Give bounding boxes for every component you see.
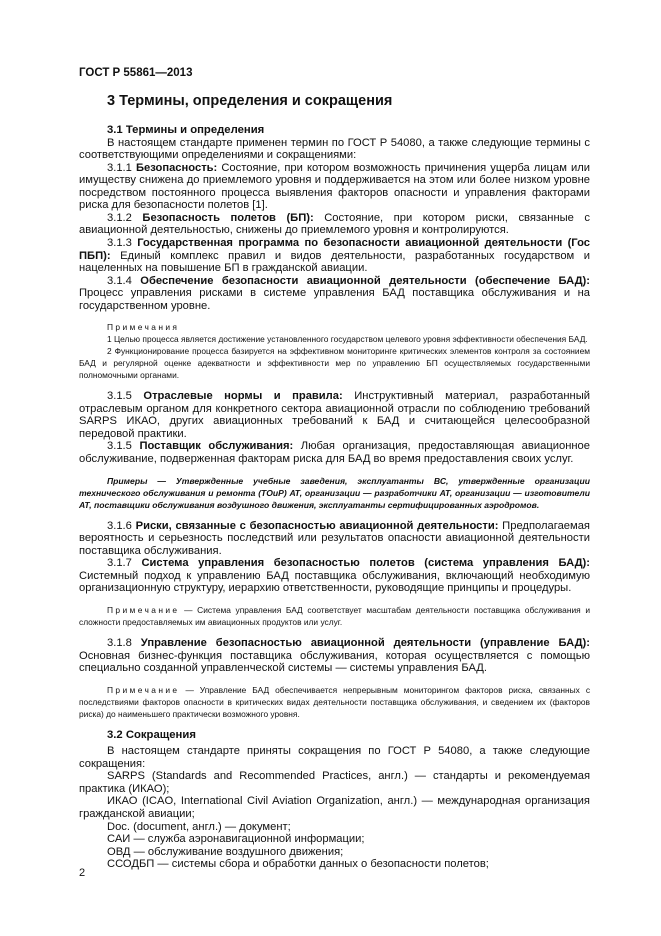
term-definition: Системный подход к управлению БАД поставщика обслуживания, включающий необходимую организационную структуру, иерархию ответственности, руководящие принципы и процедуры. — [79, 569, 590, 595]
examples-block — [79, 475, 590, 512]
note-paragraph — [79, 684, 590, 720]
term-number: 3.1.8 — [107, 637, 141, 650]
term-name: Система управления безопасностью полетов (система управления БАД): — [141, 557, 591, 570]
term-name: Поставщик обслуживания: — [139, 440, 294, 453]
term-3-1-8 — [79, 637, 590, 675]
term-name: Отраслевые нормы и правила: — [143, 390, 343, 403]
term-number: 3.1.4 — [107, 274, 141, 287]
subsection-heading-3-2: 3.2 Сокращения — [107, 728, 196, 741]
term-3-1-5 — [79, 390, 590, 440]
abbrev-item: ССОДБП — системы сбора и обработки данных о безопасности полетов; — [107, 858, 489, 871]
notes-label: Примечания — [107, 322, 180, 333]
term-name: Риски, связанные с безопасностью авиационной деятельности: — [135, 519, 499, 532]
term-name: Обеспечение безопасности авиационной деятельности (обеспечение БАД): — [140, 274, 590, 287]
abbrev-item: ИКАО (ICAO, International Civil Aviation Organization, англ.) — международная организация гражданской авиации; — [79, 795, 590, 820]
abbrev-item: Doc. (document, англ.) — документ; — [107, 820, 291, 833]
term-name: Государственная программа по безопасности авиационной деятельности (Гос ПБП): — [79, 236, 590, 262]
term-3-1-6 — [79, 520, 590, 558]
term-number: 3.1.1 — [107, 161, 136, 174]
note-text: — Управление БАД обеспечивается непрерывным мониторингом факторов риска, связанных с последствиями факторов опасности в критических видах деятельности поставщика обслуживания, и сведением их (факторов риска) до наименьшего практически возможного уровня. — [79, 684, 590, 719]
term-definition: Любая организация, предоставляющая авиационное обслуживание, подверженная факторам риска для БАД во время предоставления своих услуг. — [79, 440, 590, 465]
note-paragraph — [79, 604, 590, 628]
term-number: 3.1.5 — [107, 390, 144, 403]
note-label: Примечание — [107, 605, 180, 616]
term-number: 3.1.3 — [107, 236, 138, 249]
notes-block — [79, 321, 590, 381]
note-block — [79, 604, 590, 628]
subsection-heading-3-1: 3.1 Термины и определения — [107, 124, 265, 136]
note-item: 1 Целью процесса является достижение установленного государством целевого уровня эффективности обеспечения БАД. — [107, 334, 588, 345]
term-number: 3.1.2 — [107, 211, 143, 224]
term-3-1-1 — [79, 162, 590, 212]
note-label: Примечание — [107, 684, 180, 695]
document-header: ГОСТ Р 55861—2013 — [79, 67, 193, 79]
term-name: Безопасность полетов (БП): — [142, 211, 314, 224]
note-block — [79, 684, 590, 720]
term-3-1-4 — [79, 275, 590, 313]
examples-text: Примеры — Утвержденные учебные заведения, эксплуатанты ВС, утвержденные организации технического обслуживания и ремонта (ТОиР) АТ, организации — разработчики АТ, организации — изготовители АТ, поставщики обслуживания воздушного движения, эксплуатанты сертифицированных аэродромов. — [79, 475, 590, 511]
abbrev-item: SARPS (Standards and Recommended Practices, англ.) — стандарты и рекомендуемая практика (ИКАО); — [79, 770, 590, 795]
term-definition: Инструктивный материал, разработанный отраслевым органом для конкретного сектора авиационной отрасли по соблюдению требований SARPS ИКАО, других авиационных требований к БАД и считающейся целесообразной передовой практики. — [79, 390, 590, 440]
note-item: 2 Функционирование процесса базируется на эффективном мониторинге критических элементов контроля за состоянием БАД и регулярной оценке адекватности и эффективности мер по управлению БП осуществляемых государственными полномочными органами. — [79, 346, 590, 381]
section-title: 3 Термины, определения и сокращения — [107, 93, 393, 109]
term-3-1-5-provider — [79, 440, 590, 465]
page-content — [79, 92, 590, 871]
term-3-1-3 — [79, 237, 590, 275]
term-name: Управление безопасностью авиационной деятельности (управление БАД): — [140, 637, 590, 650]
term-3-1-2 — [79, 212, 590, 237]
abbrev-item: ОВД — обслуживание воздушного движения; — [107, 845, 344, 858]
page-number: 2 — [79, 867, 86, 879]
note-text: — Система управления БАД соответствует масштабам деятельности поставщика обслуживания и сложности предоставляемых им авиационных продуктов или услуг. — [79, 605, 590, 628]
term-number: 3.1.7 — [107, 557, 142, 570]
term-number: 3.1.5 — [107, 440, 140, 453]
intro-paragraph: В настоящем стандарте применен термин по ГОСТ Р 54080, а также следующие термины с соответствующими определениями и сокращениями: — [79, 136, 590, 162]
abbrev-item: САИ — служба аэронавигационной информации; — [107, 833, 365, 846]
term-definition: Состояние, при котором возможность причинения ущерба лицам или имуществу снижена до приемлемого уровня и поддерживается на этом или более низком уровне посредством постоянного процесса выявления факторов опасности и управления факторами риска для безопасности полетов [1]. — [79, 161, 590, 212]
term-number: 3.1.6 — [107, 519, 136, 532]
term-3-1-7 — [79, 557, 590, 595]
abbrev-item: В настоящем стандарте приняты сокращения по ГОСТ Р 54080, а также следующие сокращения: — [79, 745, 590, 770]
term-definition: Процесс управления рисками в системе управления БАД поставщика обслуживания и на государственном уровне. — [79, 287, 590, 312]
term-definition: Состояние, при котором риски, связанные с авиационной деятельностью, снижены до приемлемого уровня и контролируются. — [79, 211, 590, 237]
term-definition: Предполагаемая вероятность и серьезность последствий или результатов опасности авиационной деятельности поставщика обслуживания. — [79, 519, 590, 557]
term-name: Безопасность: — [135, 161, 218, 174]
term-definition: Единый комплекс правил и видов деятельности, разработанных государством и нацеленных на повышение БП в гражданской авиации. — [79, 249, 590, 275]
term-definition: Основная бизнес-функция поставщика обслуживания, которая осуществляется с помощью специально созданной управленческой системы — системы управления БАД. — [79, 649, 590, 675]
